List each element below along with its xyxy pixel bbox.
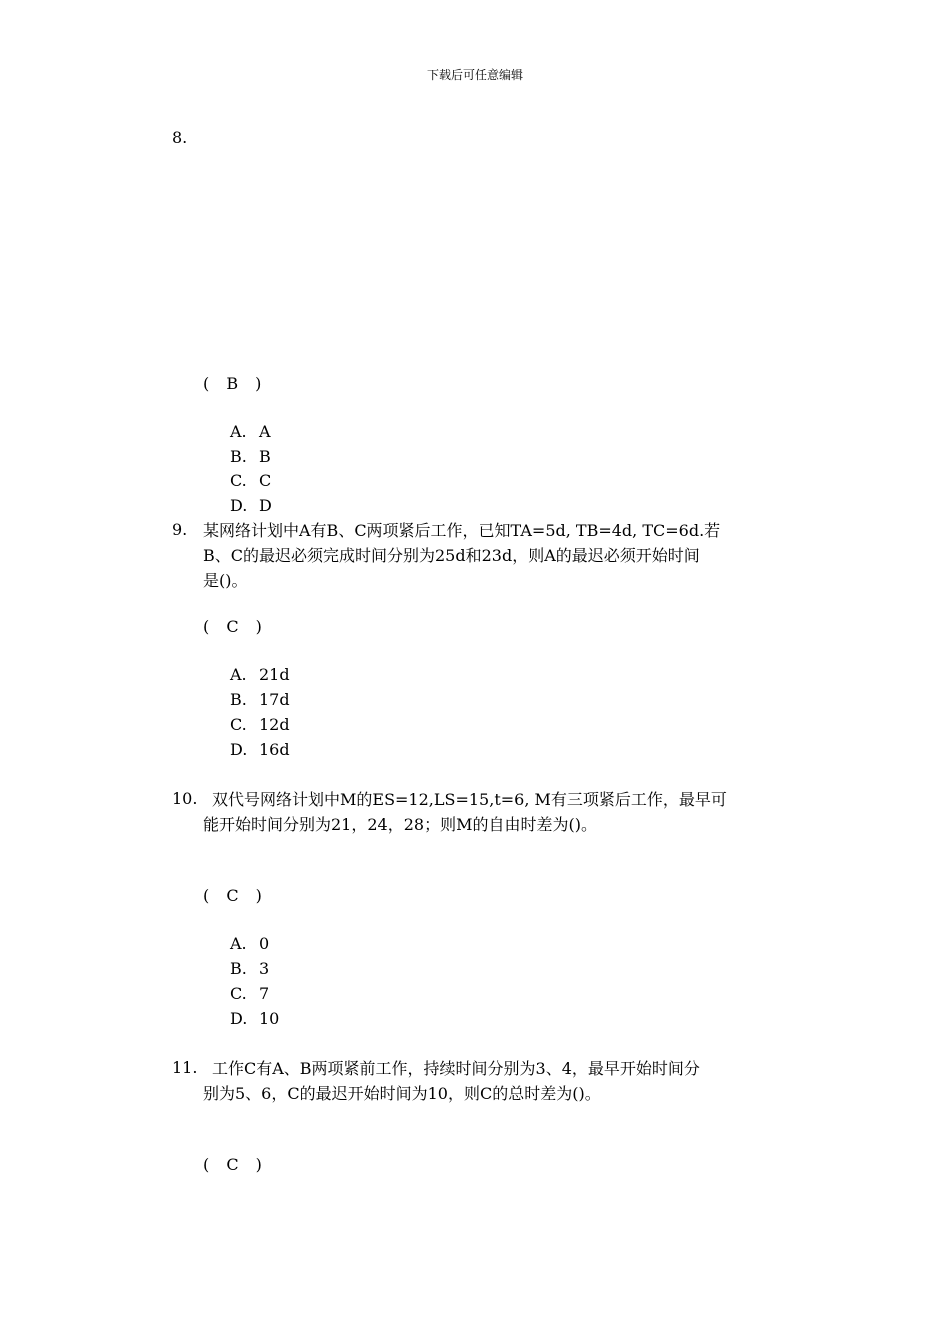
- question-9-option-c: C. 12d: [230, 715, 290, 734]
- page-header: 下载后可任意编辑: [426, 68, 523, 82]
- question-10-option-c: C. 7: [230, 984, 270, 1003]
- question-9-text-line-1: 某网络计划中A有B、C两项紧后工作，已知TA=5d, TB=4d, TC=6d.若: [203, 521, 721, 540]
- question-9-text-line-2: B、C的最迟必须完成时间分别为25d和23d，则A的最迟必须开始时间: [203, 546, 700, 565]
- question-11-number: 11.: [172, 1058, 198, 1077]
- question-8-answer: ( B ): [203, 374, 268, 393]
- question-10-text-line-1: 双代号网络计划中M的ES=12,LS=15,t=6, M有三项紧后工作，最早可: [212, 790, 727, 809]
- question-10-option-d: D. 10: [230, 1009, 280, 1028]
- question-8-option-a: A. A: [230, 422, 271, 441]
- question-8-number: 8.: [172, 128, 188, 147]
- question-9-answer: ( C ): [203, 617, 268, 636]
- question-9-number: 9.: [172, 520, 188, 539]
- question-8-option-d: D. D: [230, 496, 272, 515]
- question-10-text-line-2: 能开始时间分别为21，24，28；则M的自由时差为()。: [203, 815, 597, 834]
- question-9-option-a: A. 21d: [230, 665, 290, 684]
- question-9-text-line-3: 是()。: [203, 571, 248, 590]
- question-10-answer: ( C ): [203, 886, 268, 905]
- question-10-option-b: B. 3: [230, 959, 270, 978]
- question-11-answer: ( C ): [203, 1155, 268, 1174]
- question-11-text-line-1: 工作C有A、B两项紧前工作，持续时间分别为3、4，最早开始时间分: [212, 1059, 700, 1078]
- question-11-text-line-2: 别为5、6，C的最迟开始时间为10，则C的总时差为()。: [203, 1084, 601, 1103]
- question-10-number: 10.: [172, 789, 198, 808]
- question-8-option-b: B. B: [230, 447, 271, 466]
- question-10-option-a: A. 0: [230, 934, 270, 953]
- question-9-option-b: B. 17d: [230, 690, 290, 709]
- question-9-option-d: D. 16d: [230, 740, 290, 759]
- question-8-option-c: C. C: [230, 471, 272, 490]
